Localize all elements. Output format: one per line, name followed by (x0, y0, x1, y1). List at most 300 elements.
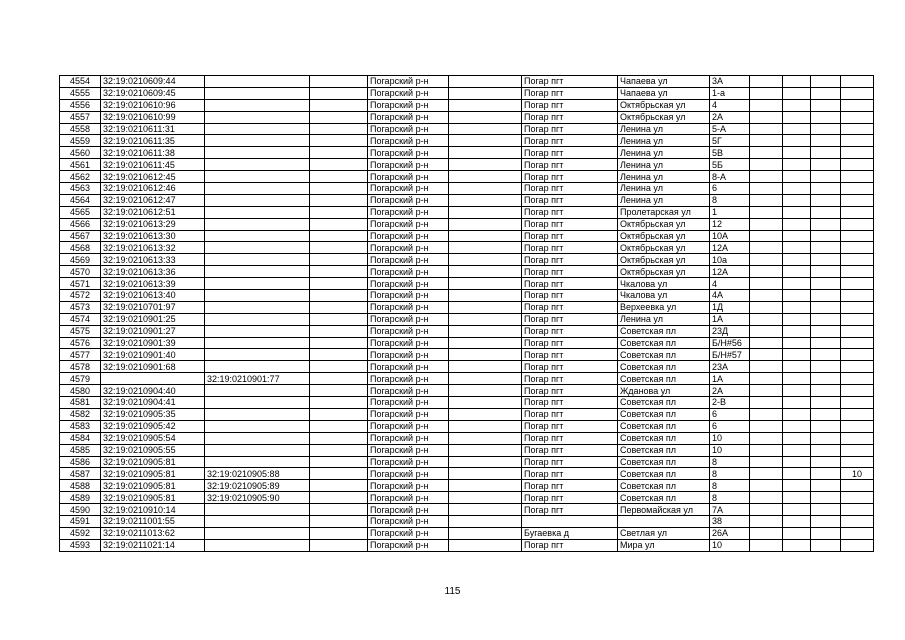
table-cell (205, 206, 310, 218)
table-row (60, 206, 874, 218)
table-cell (783, 408, 811, 420)
table-cell: 32:19:0210610:96 (101, 99, 205, 111)
table-cell: 32:19:0210612:45 (101, 171, 205, 183)
table-row (60, 337, 874, 349)
table-cell (750, 397, 783, 409)
table-cell (449, 242, 522, 254)
table-cell: Октябрьская ул (618, 242, 710, 254)
table-cell: 32:19:0210905:81 (101, 468, 205, 480)
page-number: 115 (444, 586, 461, 597)
table-cell (811, 159, 841, 171)
table-cell (205, 444, 310, 456)
table-cell (783, 492, 811, 504)
table-cell: 7А (710, 504, 750, 516)
table-cell (783, 111, 811, 123)
table-cell: 5Б (710, 159, 750, 171)
table-cell: Погарский р-н (368, 420, 449, 432)
table-cell (310, 480, 368, 492)
table-cell: Октябрьская ул (618, 254, 710, 266)
table-cell: Погар пгт (522, 397, 618, 409)
table-cell: Погарский р-н (368, 159, 449, 171)
table-cell (841, 539, 874, 551)
table-cell (811, 349, 841, 361)
table-cell: 6 (710, 183, 750, 195)
table-cell: Ленина ул (618, 171, 710, 183)
table-cell (811, 385, 841, 397)
table-cell (310, 349, 368, 361)
table-cell: 4580 (60, 385, 101, 397)
table-cell (811, 373, 841, 385)
table-cell (310, 539, 368, 551)
table-cell: 32:19:0210612:47 (101, 194, 205, 206)
table-cell (750, 492, 783, 504)
table-cell (310, 325, 368, 337)
table-cell: Светлая ул (618, 527, 710, 539)
table-cell: 38 (710, 515, 750, 527)
table-cell (841, 432, 874, 444)
table-cell: 23Д (710, 325, 750, 337)
table-row (60, 349, 874, 361)
table-cell (811, 218, 841, 230)
table-cell: 32:19:0210910:14 (101, 504, 205, 516)
table-cell: 4574 (60, 313, 101, 325)
records-table (59, 75, 874, 552)
table-cell: Ленина ул (618, 147, 710, 159)
table-cell: 8 (710, 492, 750, 504)
table-cell: Погар пгт (522, 313, 618, 325)
table-cell (449, 397, 522, 409)
table-cell (841, 218, 874, 230)
table-cell: Б/Н#57 (710, 349, 750, 361)
table-cell (205, 385, 310, 397)
table-cell: Погарский р-н (368, 266, 449, 278)
table-cell: Советская пл (618, 373, 710, 385)
table-cell (750, 218, 783, 230)
table-cell (750, 99, 783, 111)
table-cell: Ленина ул (618, 183, 710, 195)
table-cell (205, 432, 310, 444)
table-cell (310, 147, 368, 159)
table-row (60, 373, 874, 385)
table-cell (811, 480, 841, 492)
table-cell: Погар пгт (522, 301, 618, 313)
table-cell: Погар пгт (522, 492, 618, 504)
table-cell (811, 408, 841, 420)
table-cell (811, 171, 841, 183)
table-row (60, 527, 874, 539)
table-cell: Погар пгт (522, 111, 618, 123)
table-cell: Погар пгт (522, 266, 618, 278)
table-cell (783, 218, 811, 230)
table-cell: Советская пл (618, 408, 710, 420)
table-cell (449, 194, 522, 206)
table-cell (750, 325, 783, 337)
table-cell (310, 254, 368, 266)
table-cell: 32:19:0211013:62 (101, 527, 205, 539)
table-cell (750, 349, 783, 361)
table-cell (783, 480, 811, 492)
table-row (60, 266, 874, 278)
table-cell (750, 290, 783, 302)
table-cell: Погар пгт (522, 159, 618, 171)
table-cell: 12 (710, 218, 750, 230)
table-cell (841, 76, 874, 88)
table-cell (522, 515, 618, 527)
table-cell: 10 (710, 432, 750, 444)
table-cell (449, 218, 522, 230)
table-cell: Чапаева ул (618, 87, 710, 99)
table-cell (811, 504, 841, 516)
table-row (60, 99, 874, 111)
table-cell (750, 456, 783, 468)
table-cell (449, 87, 522, 99)
table-cell: Погар пгт (522, 325, 618, 337)
table-cell (310, 420, 368, 432)
table-cell: Погар пгт (522, 242, 618, 254)
table-cell (205, 254, 310, 266)
table-cell: Пролетарская ул (618, 206, 710, 218)
table-cell: Погарский р-н (368, 444, 449, 456)
table-cell: 4583 (60, 420, 101, 432)
table-cell (783, 420, 811, 432)
table-cell (750, 432, 783, 444)
table-cell: 32:19:0210905:55 (101, 444, 205, 456)
table-cell (750, 480, 783, 492)
table-cell (205, 171, 310, 183)
table-cell: 4556 (60, 99, 101, 111)
table-cell: Погар пгт (522, 385, 618, 397)
table-cell: 32:19:0211001:55 (101, 515, 205, 527)
table-cell (750, 361, 783, 373)
table-cell: Погарский р-н (368, 278, 449, 290)
table-cell (449, 444, 522, 456)
table-cell: Советская пл (618, 468, 710, 480)
table-cell (783, 87, 811, 99)
table-cell: Погар пгт (522, 444, 618, 456)
table-cell (449, 337, 522, 349)
table-cell (310, 99, 368, 111)
table-cell (811, 254, 841, 266)
table-cell (783, 290, 811, 302)
table-cell (449, 135, 522, 147)
table-cell (205, 313, 310, 325)
table-cell (449, 349, 522, 361)
table-cell (750, 254, 783, 266)
table-cell: Ленина ул (618, 159, 710, 171)
table-cell: Погарский р-н (368, 290, 449, 302)
table-row (60, 539, 874, 551)
table-cell (449, 147, 522, 159)
table-cell: 2А (710, 385, 750, 397)
table-cell: 8 (710, 468, 750, 480)
table-cell: Погар пгт (522, 290, 618, 302)
table-cell (841, 480, 874, 492)
table-cell: 4573 (60, 301, 101, 313)
table-row (60, 135, 874, 147)
table-cell (783, 539, 811, 551)
table-cell (310, 135, 368, 147)
table-cell: 4 (710, 99, 750, 111)
table-cell: Октябрьская ул (618, 99, 710, 111)
table-cell (205, 515, 310, 527)
table-cell (750, 123, 783, 135)
table-cell: 2-В (710, 397, 750, 409)
table-row (60, 504, 874, 516)
table-cell (205, 349, 310, 361)
table-cell: Погар пгт (522, 183, 618, 195)
table-cell (449, 99, 522, 111)
table-cell: 32:19:0210612:46 (101, 183, 205, 195)
table-cell: Погарский р-н (368, 171, 449, 183)
table-cell: 4590 (60, 504, 101, 516)
table-row (60, 242, 874, 254)
table-cell (841, 254, 874, 266)
table-cell: 4588 (60, 480, 101, 492)
table-cell: 4А (710, 290, 750, 302)
table-cell: 4570 (60, 266, 101, 278)
table-cell (811, 135, 841, 147)
table-cell (449, 325, 522, 337)
table-cell (841, 397, 874, 409)
table-cell (310, 87, 368, 99)
table-cell: Первомайская ул (618, 504, 710, 516)
table-cell (449, 420, 522, 432)
table-cell (811, 242, 841, 254)
table-cell: 32:19:0210611:31 (101, 123, 205, 135)
table-cell (750, 278, 783, 290)
table-cell: 4568 (60, 242, 101, 254)
table-cell: 5-А (710, 123, 750, 135)
table-cell: 32:19:0210701:97 (101, 301, 205, 313)
table-cell: Погар пгт (522, 361, 618, 373)
table-cell (841, 171, 874, 183)
table-cell: Погарский р-н (368, 385, 449, 397)
table-cell (750, 87, 783, 99)
table-cell (783, 301, 811, 313)
table-cell: 1-а (710, 87, 750, 99)
table-row (60, 111, 874, 123)
table-cell: 8 (710, 480, 750, 492)
table-cell (205, 290, 310, 302)
table-cell: 10А (710, 230, 750, 242)
table-cell: Мира ул (618, 539, 710, 551)
table-row (60, 361, 874, 373)
table-cell (841, 325, 874, 337)
table-cell (783, 456, 811, 468)
table-cell: 4566 (60, 218, 101, 230)
table-cell (205, 111, 310, 123)
table-cell: Чкалова ул (618, 290, 710, 302)
table-row (60, 194, 874, 206)
table-cell (310, 301, 368, 313)
table-cell: 8 (710, 194, 750, 206)
table-cell: Бугаевка д (522, 527, 618, 539)
table-cell (205, 397, 310, 409)
table-cell (783, 504, 811, 516)
table-cell: Погарский р-н (368, 87, 449, 99)
table-cell: Погарский р-н (368, 99, 449, 111)
table-cell: Советская пл (618, 492, 710, 504)
table-cell: Погарский р-н (368, 218, 449, 230)
table-cell: 4587 (60, 468, 101, 480)
table-cell (449, 456, 522, 468)
table-cell (750, 385, 783, 397)
table-cell (310, 444, 368, 456)
table-row (60, 408, 874, 420)
table-cell (783, 159, 811, 171)
table-cell: 32:19:0210905:35 (101, 408, 205, 420)
table-cell (811, 123, 841, 135)
table-cell (841, 444, 874, 456)
table-cell: 32:19:0210611:38 (101, 147, 205, 159)
table-cell: 4578 (60, 361, 101, 373)
table-cell (449, 183, 522, 195)
table-cell: 10а (710, 254, 750, 266)
table-cell (811, 539, 841, 551)
table-cell: Погар пгт (522, 539, 618, 551)
table-cell: 4593 (60, 539, 101, 551)
table-cell (205, 527, 310, 539)
table-cell (811, 206, 841, 218)
table-cell: Погар пгт (522, 206, 618, 218)
table-cell: Погарский р-н (368, 301, 449, 313)
table-cell (310, 290, 368, 302)
table-cell: 4592 (60, 527, 101, 539)
table-cell: 4576 (60, 337, 101, 349)
table-cell: 6 (710, 420, 750, 432)
table-cell (205, 87, 310, 99)
table-cell: 32:19:0210613:36 (101, 266, 205, 278)
table-cell (750, 135, 783, 147)
table-cell (205, 99, 310, 111)
table-cell (811, 147, 841, 159)
table-cell: 4569 (60, 254, 101, 266)
table-cell (783, 183, 811, 195)
table-cell (310, 492, 368, 504)
table-cell (310, 385, 368, 397)
table-cell: 4577 (60, 349, 101, 361)
table-cell (310, 337, 368, 349)
table-cell: Погарский р-н (368, 76, 449, 88)
table-cell (750, 111, 783, 123)
table-cell (205, 266, 310, 278)
table-cell: Октябрьская ул (618, 218, 710, 230)
table-cell: 32:19:0210609:45 (101, 87, 205, 99)
table-cell (811, 492, 841, 504)
table-row (60, 492, 874, 504)
table-cell (205, 183, 310, 195)
table-cell: 32:19:0210905:81 (101, 456, 205, 468)
table-cell (310, 230, 368, 242)
table-cell: 4571 (60, 278, 101, 290)
table-cell (449, 527, 522, 539)
table-cell: 10 (710, 444, 750, 456)
table-cell (841, 349, 874, 361)
table-cell (783, 278, 811, 290)
table-cell: Советская пл (618, 361, 710, 373)
table-cell: Погар пгт (522, 504, 618, 516)
table-row (60, 301, 874, 313)
table-cell: Советская пл (618, 349, 710, 361)
table-cell: 32:19:0210905:81 (101, 492, 205, 504)
table-cell: 32:19:0210905:90 (205, 492, 310, 504)
table-cell (841, 111, 874, 123)
table-cell: Ленина ул (618, 194, 710, 206)
table-cell (205, 420, 310, 432)
table-cell (811, 420, 841, 432)
table-cell: 4575 (60, 325, 101, 337)
table-row (60, 397, 874, 409)
table-row (60, 147, 874, 159)
table-cell (783, 325, 811, 337)
table-cell: Погар пгт (522, 349, 618, 361)
table-cell: 32:19:0210613:39 (101, 278, 205, 290)
table-cell (750, 539, 783, 551)
table-cell (449, 206, 522, 218)
table-cell: 4 (710, 278, 750, 290)
table-cell (750, 468, 783, 480)
table-cell: Погар пгт (522, 171, 618, 183)
table-cell (310, 527, 368, 539)
table-cell: 4579 (60, 373, 101, 385)
table-cell (449, 539, 522, 551)
table-cell: Ленина ул (618, 313, 710, 325)
table-cell: Погар пгт (522, 135, 618, 147)
table-cell (205, 504, 310, 516)
table-cell (449, 290, 522, 302)
table-cell (310, 111, 368, 123)
table-cell: 32:19:0210905:81 (101, 480, 205, 492)
table-row (60, 254, 874, 266)
table-cell: 4555 (60, 87, 101, 99)
table-cell (841, 266, 874, 278)
table-cell (811, 527, 841, 539)
table-cell: 32:19:0211021:14 (101, 539, 205, 551)
table-cell: 32:19:0210901:39 (101, 337, 205, 349)
table-cell (811, 183, 841, 195)
table-row (60, 290, 874, 302)
table-cell (449, 385, 522, 397)
table-cell: Погар пгт (522, 408, 618, 420)
table-cell: 4560 (60, 147, 101, 159)
table-cell (205, 230, 310, 242)
table-cell: Погар пгт (522, 456, 618, 468)
table-cell: Жданова ул (618, 385, 710, 397)
table-cell: Погарский р-н (368, 468, 449, 480)
table-cell: 1 (710, 206, 750, 218)
table-cell (783, 313, 811, 325)
table-cell (205, 337, 310, 349)
table-cell (205, 539, 310, 551)
table-cell: Погар пгт (522, 76, 618, 88)
table-cell (841, 337, 874, 349)
table-cell: Чкалова ул (618, 278, 710, 290)
table-cell (783, 432, 811, 444)
table-cell: 12А (710, 242, 750, 254)
table-cell: Погарский р-н (368, 183, 449, 195)
table-cell (750, 527, 783, 539)
table-cell: Погарский р-н (368, 504, 449, 516)
table-cell: 4562 (60, 171, 101, 183)
table-cell: Советская пл (618, 456, 710, 468)
table-cell: 32:19:0210613:40 (101, 290, 205, 302)
table-cell: Погарский р-н (368, 456, 449, 468)
table-cell (841, 183, 874, 195)
table-cell: 4572 (60, 290, 101, 302)
table-row (60, 230, 874, 242)
table-cell (750, 313, 783, 325)
table-cell: 5В (710, 147, 750, 159)
